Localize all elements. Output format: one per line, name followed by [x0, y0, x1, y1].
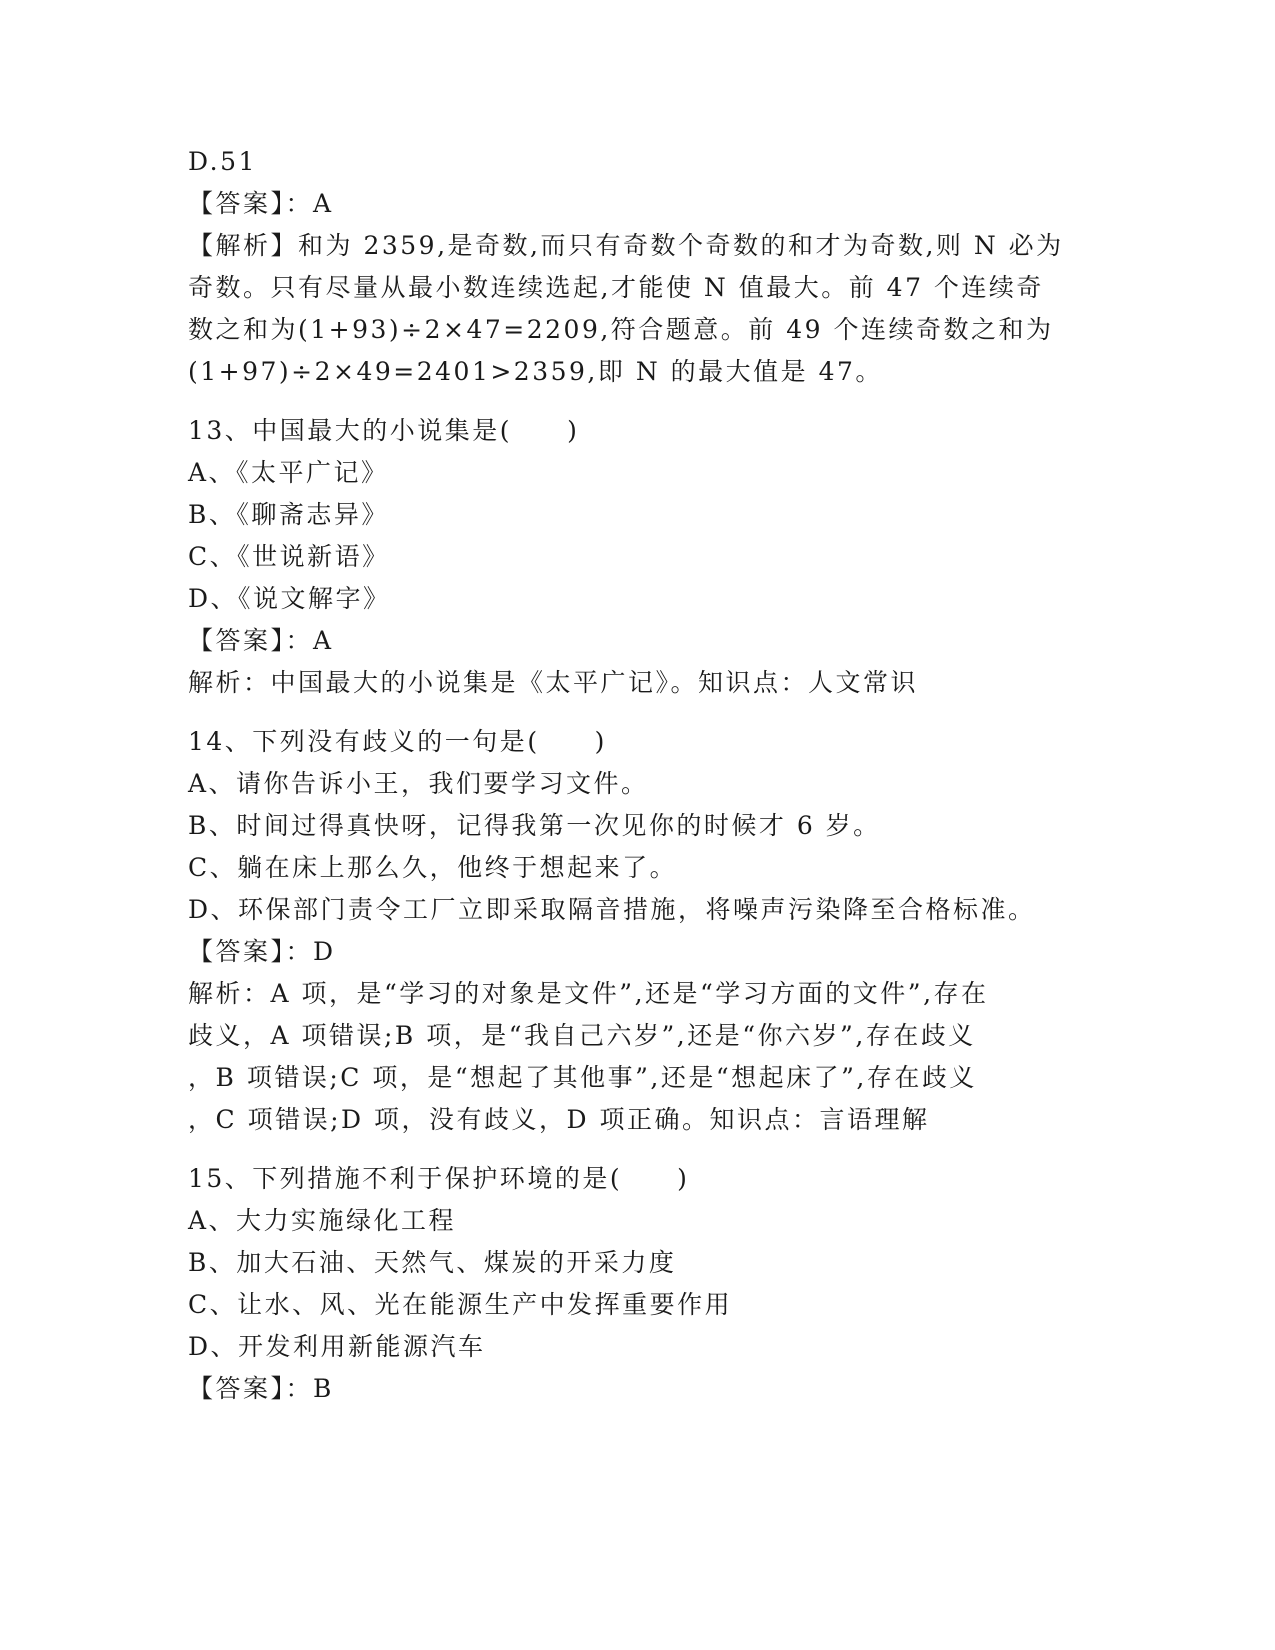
q15-option-b: B、加大石油、天然气、煤炭的开采力度 [188, 1248, 677, 1277]
q14-option-b: B、时间过得真快呀，记得我第一次见你的时候才 6 岁。 [188, 811, 881, 840]
q13-option-a: A、《太平广记》 [188, 458, 389, 487]
q14-option-d: D、环保部门责令工厂立即采取隔音措施，将噪声污染降至合格标准。 [188, 895, 1036, 924]
q14-analysis-line: ，C 项错误;D 项，没有歧义，D 项正确。知识点：言语理解 [188, 1105, 930, 1134]
q15-answer: 【答案】：B [188, 1374, 334, 1403]
q13-option-c: C、《世说新语》 [188, 542, 390, 571]
q14-analysis-line: ，B 项错误;C 项，是“想起了其他事”,还是“想起床了”,存在歧义 [188, 1063, 977, 1092]
q13-option-b: B、《聊斋志异》 [188, 500, 389, 529]
q15-option-c: C、让水、风、光在能源生产中发挥重要作用 [188, 1290, 733, 1319]
q13-option-d: D、《说文解字》 [188, 584, 391, 613]
prev-analysis-line: (1+97)÷2×49=2401>2359,即 N 的最大值是 47。 [188, 357, 883, 386]
q14-question: 14、下列没有歧义的一句是( ) [188, 727, 607, 756]
q15-option-d: D、开发利用新能源汽车 [188, 1332, 486, 1361]
q15-option-a: A、大力实施绿化工程 [188, 1206, 457, 1235]
q13-answer: 【答案】：A [188, 626, 334, 655]
q13-question: 13、中国最大的小说集是( ) [188, 416, 580, 445]
q14-analysis-line: 解析：A 项，是“学习的对象是文件”,还是“学习方面的文件”,存在 [188, 979, 989, 1008]
q13-analysis-line: 解析：中国最大的小说集是《太平广记》。知识点：人文常识 [188, 668, 919, 697]
q14-analysis-line: 歧义，A 项错误;B 项，是“我自己六岁”,还是“你六岁”,存在歧义 [188, 1021, 976, 1050]
q14-answer: 【答案】：D [188, 937, 336, 966]
q14-option-a: A、请你告诉小王，我们要学习文件。 [188, 769, 649, 798]
prev-option-d: D.51 [188, 147, 257, 176]
q15-question: 15、下列措施不利于保护环境的是( ) [188, 1164, 690, 1193]
q14-option-c: C、躺在床上那么久，他终于想起来了。 [188, 853, 678, 882]
prev-answer: 【答案】：A [188, 189, 334, 218]
prev-analysis-line: 【解析】和为 2359,是奇数,而只有奇数个奇数的和才为奇数,则 N 必为 [188, 231, 1064, 260]
prev-analysis-line: 数之和为(1+93)÷2×47=2209,符合题意。前 49 个连续奇数之和为 [188, 315, 1054, 344]
prev-analysis-line: 奇数。只有尽量从最小数连续选起,才能使 N 值最大。前 47 个连续奇 [188, 273, 1044, 302]
